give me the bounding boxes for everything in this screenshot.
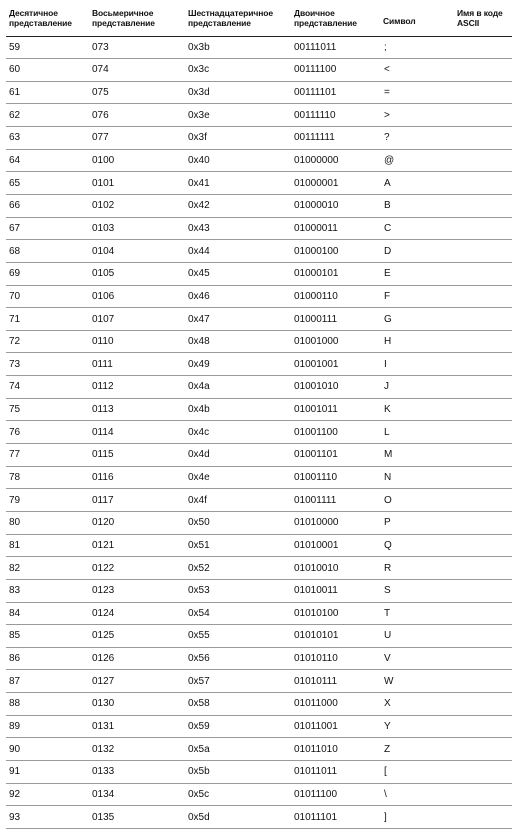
ascii-name-cell [454,557,512,580]
ascii-name-cell [454,579,512,602]
symbol-cell: I [380,353,454,376]
ascii-name-cell [454,806,512,829]
symbol-cell: ] [380,806,454,829]
ascii-name-cell [454,36,512,59]
binary-cell: 01010110 [291,647,380,670]
binary-cell: 01001111 [291,489,380,512]
binary-cell: 01011101 [291,806,380,829]
decimal-cell: 78 [6,466,89,489]
ascii-name-cell [454,262,512,285]
decimal-cell: 61 [6,81,89,104]
table-row [6,127,512,150]
binary-cell: 00111101 [291,81,380,104]
table-row [6,330,512,353]
decimal-cell: 89 [6,715,89,738]
table-row [6,194,512,217]
ascii-name-cell [454,149,512,172]
ascii-name-cell [454,308,512,331]
octal-cell: 0135 [89,806,185,829]
hex-cell: 0x45 [185,262,291,285]
binary-cell: 01000111 [291,308,380,331]
octal-cell: 0133 [89,761,185,784]
symbol-cell: [ [380,761,454,784]
hex-cell: 0x58 [185,693,291,716]
symbol-cell: N [380,466,454,489]
hex-cell: 0x5d [185,806,291,829]
hex-cell: 0x47 [185,308,291,331]
binary-cell: 01011100 [291,783,380,806]
octal-cell: 075 [89,81,185,104]
hex-cell: 0x46 [185,285,291,308]
ascii-name-cell [454,534,512,557]
ascii-name-cell [454,761,512,784]
symbol-cell: J [380,376,454,399]
hex-cell: 0x53 [185,579,291,602]
octal-cell: 074 [89,59,185,82]
table-row [6,36,512,59]
hex-cell: 0x59 [185,715,291,738]
ascii-name-cell [454,511,512,534]
header-hexadecimal: Шестнадцатеричное представление [185,6,291,36]
octal-cell: 0122 [89,557,185,580]
decimal-cell: 60 [6,59,89,82]
binary-cell: 01000010 [291,194,380,217]
octal-cell: 0130 [89,693,185,716]
hex-cell: 0x5a [185,738,291,761]
binary-cell: 00111110 [291,104,380,127]
decimal-cell: 92 [6,783,89,806]
table-row [6,489,512,512]
decimal-cell: 93 [6,806,89,829]
symbol-cell: P [380,511,454,534]
table-row [6,715,512,738]
decimal-cell: 69 [6,262,89,285]
table-row [6,353,512,376]
binary-cell: 01011011 [291,761,380,784]
octal-cell: 0125 [89,625,185,648]
binary-cell: 01010001 [291,534,380,557]
octal-cell: 0102 [89,194,185,217]
table-row [6,534,512,557]
table-row [6,783,512,806]
hex-cell: 0x4d [185,444,291,467]
decimal-cell: 79 [6,489,89,512]
binary-cell: 01000110 [291,285,380,308]
table-row [6,466,512,489]
octal-cell: 0110 [89,330,185,353]
decimal-cell: 87 [6,670,89,693]
symbol-cell: A [380,172,454,195]
symbol-cell: Y [380,715,454,738]
ascii-name-cell [454,330,512,353]
binary-cell: 01010011 [291,579,380,602]
decimal-cell: 85 [6,625,89,648]
octal-cell: 0115 [89,444,185,467]
ascii-name-cell [454,715,512,738]
table-row [6,738,512,761]
symbol-cell: L [380,421,454,444]
hex-cell: 0x49 [185,353,291,376]
decimal-cell: 70 [6,285,89,308]
octal-cell: 0103 [89,217,185,240]
octal-cell: 0131 [89,715,185,738]
binary-cell: 01010111 [291,670,380,693]
symbol-cell: W [380,670,454,693]
table-row [6,647,512,670]
hex-cell: 0x3f [185,127,291,150]
decimal-cell: 74 [6,376,89,399]
symbol-cell: B [380,194,454,217]
binary-cell: 01010100 [291,602,380,625]
binary-cell: 01000011 [291,217,380,240]
octal-cell: 077 [89,127,185,150]
decimal-cell: 91 [6,761,89,784]
hex-cell: 0x5c [185,783,291,806]
ascii-name-cell [454,127,512,150]
table-row [6,625,512,648]
hex-cell: 0x52 [185,557,291,580]
ascii-name-cell [454,376,512,399]
hex-cell: 0x5b [185,761,291,784]
symbol-cell: = [380,81,454,104]
decimal-cell: 72 [6,330,89,353]
ascii-name-cell [454,466,512,489]
symbol-cell: < [380,59,454,82]
table-row [6,693,512,716]
ascii-name-cell [454,670,512,693]
table-row [6,104,512,127]
table-row [6,670,512,693]
table-row [6,806,512,829]
octal-cell: 0105 [89,262,185,285]
table-row [6,308,512,331]
table-row [6,285,512,308]
hex-cell: 0x54 [185,602,291,625]
decimal-cell: 90 [6,738,89,761]
hex-cell: 0x44 [185,240,291,263]
binary-cell: 01001000 [291,330,380,353]
octal-cell: 0104 [89,240,185,263]
decimal-cell: 84 [6,602,89,625]
ascii-name-cell [454,398,512,421]
symbol-cell: M [380,444,454,467]
ascii-name-cell [454,444,512,467]
ascii-table [6,6,512,829]
octal-cell: 0123 [89,579,185,602]
octal-cell: 076 [89,104,185,127]
symbol-cell: H [380,330,454,353]
octal-cell: 0100 [89,149,185,172]
table-row [6,398,512,421]
table-row [6,511,512,534]
binary-cell: 01001100 [291,421,380,444]
hex-cell: 0x41 [185,172,291,195]
hex-cell: 0x50 [185,511,291,534]
binary-cell: 01011010 [291,738,380,761]
table-row [6,81,512,104]
binary-cell: 01011001 [291,715,380,738]
binary-cell: 01001010 [291,376,380,399]
ascii-name-cell [454,783,512,806]
ascii-name-cell [454,693,512,716]
symbol-cell: O [380,489,454,512]
hex-cell: 0x4f [185,489,291,512]
hex-cell: 0x42 [185,194,291,217]
hex-cell: 0x56 [185,647,291,670]
decimal-cell: 63 [6,127,89,150]
symbol-cell: S [380,579,454,602]
decimal-cell: 64 [6,149,89,172]
table-row [6,59,512,82]
hex-cell: 0x3b [185,36,291,59]
header-symbol: Символ [380,6,454,36]
binary-cell: 00111111 [291,127,380,150]
header-binary: Двоичное представление [291,6,380,36]
hex-cell: 0x43 [185,217,291,240]
symbol-cell: X [380,693,454,716]
table-row [6,217,512,240]
table-row [6,579,512,602]
symbol-cell: ; [380,36,454,59]
table-row [6,557,512,580]
octal-cell: 073 [89,36,185,59]
decimal-cell: 77 [6,444,89,467]
decimal-cell: 71 [6,308,89,331]
header-decimal: Десятичное представление [6,6,89,36]
table-row [6,262,512,285]
decimal-cell: 59 [6,36,89,59]
ascii-name-cell [454,240,512,263]
hex-cell: 0x57 [185,670,291,693]
octal-cell: 0112 [89,376,185,399]
table-row [6,376,512,399]
octal-cell: 0106 [89,285,185,308]
decimal-cell: 67 [6,217,89,240]
binary-cell: 01010000 [291,511,380,534]
symbol-cell: T [380,602,454,625]
hex-cell: 0x48 [185,330,291,353]
octal-cell: 0132 [89,738,185,761]
ascii-name-cell [454,602,512,625]
symbol-cell: Q [380,534,454,557]
decimal-cell: 66 [6,194,89,217]
symbol-cell: F [380,285,454,308]
decimal-cell: 65 [6,172,89,195]
ascii-name-cell [454,625,512,648]
binary-cell: 01011000 [291,693,380,716]
ascii-name-cell [454,285,512,308]
ascii-name-cell [454,172,512,195]
symbol-cell: \ [380,783,454,806]
decimal-cell: 68 [6,240,89,263]
binary-cell: 01010010 [291,557,380,580]
binary-cell: 01000001 [291,172,380,195]
table-row [6,421,512,444]
decimal-cell: 81 [6,534,89,557]
hex-cell: 0x4a [185,376,291,399]
binary-cell: 01001001 [291,353,380,376]
symbol-cell: ? [380,127,454,150]
ascii-name-cell [454,647,512,670]
octal-cell: 0124 [89,602,185,625]
symbol-cell: Z [380,738,454,761]
octal-cell: 0120 [89,511,185,534]
symbol-cell: K [380,398,454,421]
octal-cell: 0101 [89,172,185,195]
ascii-name-cell [454,81,512,104]
hex-cell: 0x3e [185,104,291,127]
octal-cell: 0121 [89,534,185,557]
octal-cell: 0107 [89,308,185,331]
symbol-cell: > [380,104,454,127]
symbol-cell: V [380,647,454,670]
octal-cell: 0113 [89,398,185,421]
decimal-cell: 86 [6,647,89,670]
hex-cell: 0x40 [185,149,291,172]
table-row [6,444,512,467]
symbol-cell: D [380,240,454,263]
header-ascii-name: Имя в коде ASCII [454,6,512,36]
symbol-cell: U [380,625,454,648]
ascii-name-cell [454,194,512,217]
hex-cell: 0x4e [185,466,291,489]
octal-cell: 0127 [89,670,185,693]
hex-cell: 0x4b [185,398,291,421]
table-header [6,6,512,36]
octal-cell: 0114 [89,421,185,444]
symbol-cell: E [380,262,454,285]
binary-cell: 01000101 [291,262,380,285]
hex-cell: 0x55 [185,625,291,648]
decimal-cell: 83 [6,579,89,602]
decimal-cell: 88 [6,693,89,716]
header-octal: Восьмеричное представление [89,6,185,36]
decimal-cell: 73 [6,353,89,376]
hex-cell: 0x3c [185,59,291,82]
binary-cell: 01001011 [291,398,380,421]
table-row [6,240,512,263]
ascii-name-cell [454,59,512,82]
hex-cell: 0x51 [185,534,291,557]
binary-cell: 01000100 [291,240,380,263]
hex-cell: 0x4c [185,421,291,444]
binary-cell: 01001101 [291,444,380,467]
header-row [6,6,512,36]
symbol-cell: G [380,308,454,331]
decimal-cell: 62 [6,104,89,127]
octal-cell: 0117 [89,489,185,512]
decimal-cell: 75 [6,398,89,421]
table-row [6,602,512,625]
table-row [6,761,512,784]
binary-cell: 00111011 [291,36,380,59]
decimal-cell: 76 [6,421,89,444]
ascii-name-cell [454,738,512,761]
binary-cell: 01000000 [291,149,380,172]
binary-cell: 00111100 [291,59,380,82]
decimal-cell: 82 [6,557,89,580]
table-row [6,149,512,172]
decimal-cell: 80 [6,511,89,534]
ascii-name-cell [454,217,512,240]
symbol-cell: R [380,557,454,580]
table-row [6,172,512,195]
ascii-name-cell [454,104,512,127]
binary-cell: 01001110 [291,466,380,489]
symbol-cell: C [380,217,454,240]
octal-cell: 0134 [89,783,185,806]
symbol-cell: @ [380,149,454,172]
octal-cell: 0111 [89,353,185,376]
table-body [6,36,512,828]
ascii-name-cell [454,489,512,512]
ascii-name-cell [454,353,512,376]
octal-cell: 0116 [89,466,185,489]
binary-cell: 01010101 [291,625,380,648]
hex-cell: 0x3d [185,81,291,104]
octal-cell: 0126 [89,647,185,670]
ascii-name-cell [454,421,512,444]
